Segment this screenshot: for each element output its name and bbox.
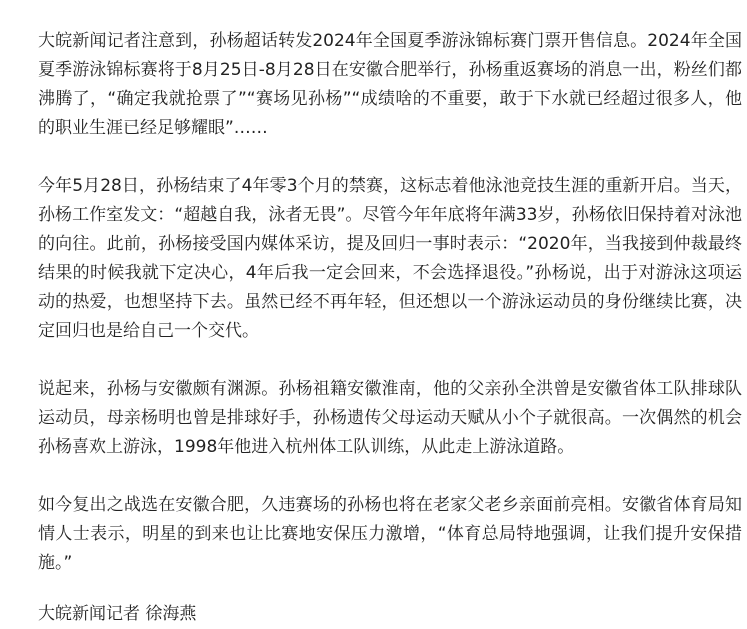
paragraph-3: 说起来，孙杨与安徽颇有渊源。孙杨祖籍安徽淮南，他的父亲孙全洪曾是安徽省体工队排球队运动员，母亲杨明也曾是排球好手，孙杨遗传父母运动天赋从小个子就很高。一次偶然的机会孙杨喜欢上游泳，1998年他进入杭州体工队训练，从此走上游泳道路。 [38, 379, 742, 457]
article-body [38, 27, 742, 624]
paragraph-4: 如今复出之战选在安徽合肥，久违赛场的孙杨也将在老家父老乡亲面前亮相。安徽省体育局知情人士表示，明星的到来也让比赛地安保压力激增，“体育总局特地强调，让我们提升安保措施。” [38, 495, 742, 573]
paragraph-1: 大皖新闻记者注意到，孙杨超话转发2024年全国夏季游泳锦标赛门票开售信息。2024年全国夏季游泳锦标赛将于8月25日-8月28日在安徽合肥举行，孙杨重返赛场的消息一出，粉丝们都沸腾了，“确定我就抢票了”“赛场见孙杨”“成绩啥的不重要，敢于下水就已经超过很多人，他的职业生涯已经足够耀眼”…… [38, 31, 742, 138]
author-byline: 大皖新闻记者 徐海燕 [38, 604, 197, 624]
paragraph-2: 今年5月28日，孙杨结束了4年零3个月的禁赛，这标志着他泳池竞技生涯的重新开启。当天，孙杨工作室发文：“超越自我，泳者无畏”。尽管今年年底将年满33岁，孙杨依旧保持着对泳池的向往。此前，孙杨接受国内媒体采访，提及回归一事时表示：“2020年，当我接到仲裁最终结果的时候我就下定决心，4年后我一定会回来，不会选择退役。”孙杨说，出于对游泳这项运动的热爱，也想坚持下去。虽然已经不再年轻，但还想以一个游泳运动员的身份继续比赛，决定回归也是给自己一个交代。 [38, 176, 742, 341]
